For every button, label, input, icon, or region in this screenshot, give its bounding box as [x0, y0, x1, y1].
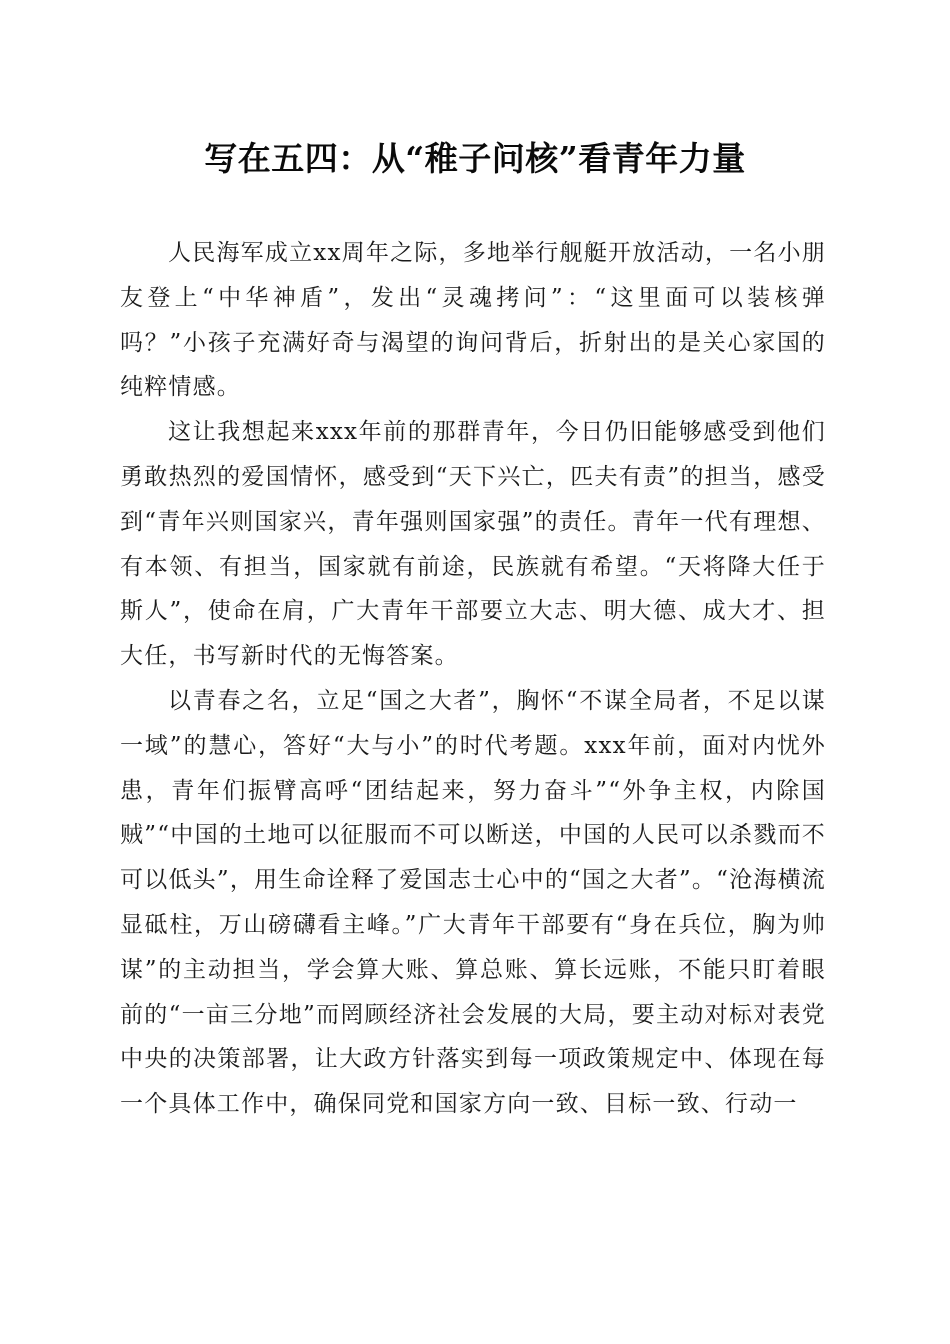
- paragraph-3: 以青春之名，立足“国之大者”，胸怀“不谋全局者，不足以谋一域”的慧心，答好“大与小”的时代考题。xxx年前，面对内忧外患，青年们振臂高呼“团结起来，努力奋斗”“外争主权，内除国贼”“中国的土地可以征服而不可以断送，中国的人民可以杀戮而不可以低头”，用生命诠释了爱国志士心中的“国之大者”。“沧海横流显砥柱，万山磅礴看主峰。”广大青年干部要有“身在兵位，胸为帅谋”的主动担当，学会算大账、算总账、算长远账，不能只盯着眼前的“一亩三分地”而罔顾经济社会发展的大局，要主动对标对表党中央的决策部署，让大政方针落实到每一项政策规定中、体现在每一个具体工作中，确保同党和国家方向一致、目标一致、行动一: [120, 687, 826, 1118]
- document-body: [120, 231, 826, 1127]
- paragraph-1: 人民海军成立xx周年之际，多地举行舰艇开放活动，一名小朋友登上“中华神盾”，发出“灵魂拷问”：“这里面可以装核弹吗？”小孩子充满好奇与渴望的询问背后，折射出的是关心家国的纯粹情感。: [120, 240, 826, 401]
- paragraph-2: 这让我想起来xxx年前的那群青年，今日仍旧能够感受到他们勇敢热烈的爱国情怀，感受到“天下兴亡，匹夫有责”的担当，感受到“青年兴则国家兴，青年强则国家强”的责任。青年一代有理想、有本领、有担当，国家就有前途，民族就有希望。“天将降大任于斯人”，使命在肩，广大青年干部要立大志、明大德、成大才、担大任，书写新时代的无悔答案。: [120, 419, 826, 670]
- document-title: 写在五四：从“稚子问核”看青年力量: [204, 139, 746, 178]
